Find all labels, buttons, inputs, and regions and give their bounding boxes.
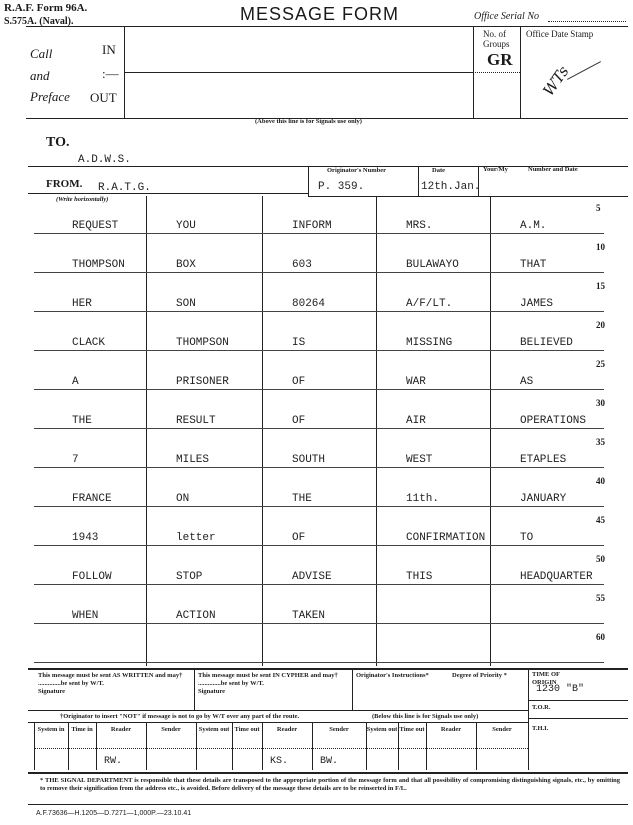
message-word: REQUEST [72,220,119,232]
printer-line: A.F.73636—H.1205—D.7271—1,000P.—23.10.41 [36,810,192,817]
signals-grid-header: Time in [71,726,93,733]
message-word: SON [176,298,196,310]
top-rule [26,26,628,27]
message-word: HER [72,298,92,310]
written-text: This message must be sent AS WRITTEN and may† ..............be sent by W/T. [38,672,183,687]
message-row-line [34,623,604,624]
time-origin-value: 1230 "B" [536,684,585,695]
from-value: R.A.T.G. [98,182,151,194]
message-word: FRANCE [72,493,112,505]
message-word: TO [520,532,534,544]
message-word: THAT [520,259,547,271]
signals-grid-header: Reader [110,726,132,733]
office-serial-label: Office Serial No [474,11,539,22]
and-label: and [30,68,50,83]
word-count: 10 [596,242,605,252]
signals-grid-header: Sender [329,726,349,733]
word-count: 5 [596,203,601,213]
message-word: 1943 [72,532,99,544]
word-count: 35 [596,437,605,447]
form-code: R.A.F. Form 96A. [4,2,88,14]
message-row-line [34,272,604,273]
word-count: 45 [596,515,605,525]
message-word: CLACK [72,337,106,349]
message-row-line [34,545,604,546]
groups-label-2: Groups [483,39,510,49]
your-my-label: Your/My [483,166,508,173]
message-word: WAR [406,376,426,388]
page-title: MESSAGE FORM [240,4,400,24]
date-stamp-label: Office Date Stamp [526,29,594,39]
naval-code: S.575A. (Naval). [4,16,74,27]
message-word: JAMES [520,298,554,310]
message-word: PRISONER [176,376,229,388]
message-row-line [34,350,604,351]
message-row-line [34,506,604,507]
message-word: OPERATIONS [520,415,587,427]
message-word: A/F/LT. [406,298,453,310]
signals-grid-header: System out [198,726,230,733]
originator-note: †Originator to insert "NOT" if message is not to go by W/T over any part of the route. [60,713,300,720]
signals-grid-header: Time out [399,726,425,733]
message-word: WEST [406,454,433,466]
signals-note: (Above this line is for Signals use only) [255,118,362,125]
message-word: MILES [176,454,210,466]
word-count: 60 [596,632,605,642]
date-value: 12th.Jan. [421,181,481,193]
message-word: THOMPSON [72,259,125,271]
message-word: ON [176,493,190,505]
message-word: 603 [292,259,312,271]
call-label: Call [30,46,53,61]
message-word: 80264 [292,298,326,310]
office-serial-line [548,21,626,22]
signals-grid-value: KS. [270,756,289,767]
message-word: AIR [406,415,426,427]
message-word: OF [292,532,306,544]
number-date-label: Number and Date [528,166,578,173]
groups-label-1: No. of [483,29,506,39]
signature-2: Signature [198,688,225,695]
message-row-line [34,389,604,390]
word-count: 55 [596,593,605,603]
message-row-line [34,662,604,663]
message-word: SOUTH [292,454,326,466]
word-count: 50 [596,554,605,564]
degree-priority: Degree of Priority * [452,672,507,679]
message-word: ACTION [176,610,216,622]
message-word: 7 [72,454,79,466]
originator-instructions: Originator's Instructions* [356,672,429,679]
from-label: FROM. [46,178,83,190]
preface-label: Preface [30,89,70,104]
signature-1: Signature [38,688,65,695]
message-word: A [72,376,79,388]
message-row-line [34,428,604,429]
message-word: THIS [406,571,433,583]
word-count: 25 [596,359,605,369]
message-word: THE [72,415,92,427]
signals-grid-header: System in [37,726,65,733]
message-word: BULAWAYO [406,259,459,271]
message-word: FOLLOW [72,571,112,583]
message-row-line [34,584,604,585]
bottom-note: * THE SIGNAL DEPARTMENT is responsible that these details are transposed to the appropriate portion of the message form and that all possibility of compromising distinguishing signals, etc., by omitting to remove their signification from the address etc., is avoided. Before delivery of the message these details are to be reinserted in F/L. [40,777,620,792]
originators-number-label: Originator's Number [327,167,387,174]
time-origin-label: TIME OF ORIGIN [532,671,560,686]
write-note: (Write horizontally) [56,196,109,203]
cypher-text: This message must be sent IN CYPHER and may† ..............be sent by W/T. [198,672,338,687]
in-label: IN [102,42,116,57]
originators-number-value: P. 359. [318,181,365,193]
message-word: OF [292,376,306,388]
word-count: 20 [596,320,605,330]
message-word: A.M. [520,220,547,232]
message-word: RESULT [176,415,216,427]
message-word: HEADQUARTER [520,571,593,583]
tor-label: T.O.R. [532,704,551,711]
signals-grid-header: Sender [161,726,181,733]
message-word: THE [292,493,312,505]
message-row-line [34,467,604,468]
date-label: Date [432,167,445,174]
message-word: ETAPLES [520,454,567,466]
message-word: BELIEVED [520,337,573,349]
message-word: 11th. [406,493,440,505]
to-value: A.D.W.S. [78,154,131,166]
message-word: BOX [176,259,196,271]
message-word: INFORM [292,220,332,232]
message-word: ADVISE [292,571,332,583]
message-word: STOP [176,571,203,583]
word-count: 40 [596,476,605,486]
message-word: THOMPSON [176,337,229,349]
signals-grid-header: Time out [234,726,260,733]
below-note: (Below this line is for Signals use only) [372,713,479,720]
message-row-line [34,233,604,234]
signals-grid-header: System out [366,726,398,733]
signals-grid-header: Reader [440,726,462,733]
message-word: OF [292,415,306,427]
thi-label: T.H.I. [532,725,549,732]
groups-value: GR [487,50,513,69]
message-word: MRS. [406,220,433,232]
dash-label: :— [102,66,119,81]
stamp-stroke [567,61,601,80]
signals-grid-value: RW. [104,756,123,767]
message-word: TAKEN [292,610,326,622]
message-word: IS [292,337,306,349]
message-word: AS [520,376,534,388]
message-row-line [34,311,604,312]
word-count: 15 [596,281,605,291]
stamp-signature: WTs [539,62,573,100]
signals-grid-header: Sender [492,726,512,733]
message-word: CONFIRMATION [406,532,486,544]
message-word: JANUARY [520,493,567,505]
message-word: MISSING [406,337,453,349]
message-word: YOU [176,220,196,232]
signals-grid-value: BW. [320,756,339,767]
message-word: WHEN [72,610,99,622]
word-count: 30 [596,398,605,408]
message-word: letter [176,532,216,544]
signals-grid-header: Reader [276,726,298,733]
to-label: TO. [46,135,70,150]
out-label: OUT [90,90,117,105]
